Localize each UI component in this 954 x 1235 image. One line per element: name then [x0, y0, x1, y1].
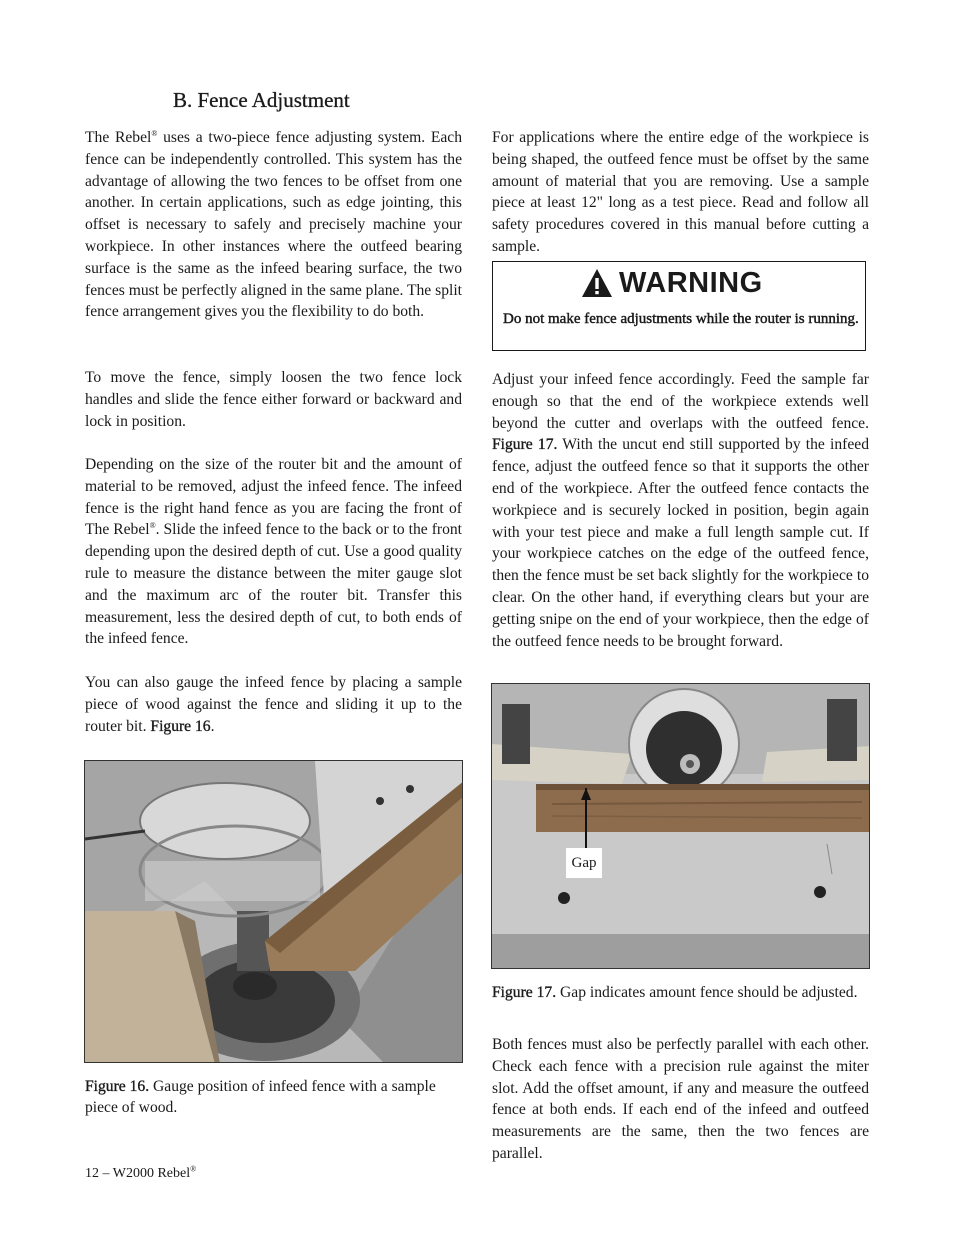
left-paragraph-1: The Rebel® uses a two-piece fence adjusting system. Each fence can be independently controlled. This system has the advantage of allowing the two fences to be offset from one another. In certain applications, such as edge jointing, this offset is necessary to safely and precisely machine your workpiece. In other instances where the outfeed bearing surface is the same as the infeed bearing surface, the two fences must be perfectly aligned in the same plane. The split fence arrangement gives you the flexibility to do both. [85, 128, 463, 321]
figure-17-photo [491, 683, 870, 969]
warning-title: WARNING [619, 267, 763, 299]
warning-text: Do not make fence adjustments while the router is running. [503, 311, 859, 327]
left-paragraph-4: You can also gauge the infeed fence by placing a sample piece of wood against the fence and sliding it up to the router bit. Figure 16. [85, 674, 462, 735]
section-heading: B. Fence Adjustment [173, 88, 350, 112]
figure-16-caption: Figure 16. Gauge position of infeed fence with a sample piece of wood. [85, 1078, 436, 1116]
figure-16-reference: Figure 16 [150, 717, 211, 735]
figure-17-caption: Figure 17. Gap indicates amount fence should be adjusted. [492, 984, 858, 1001]
warning-icon [581, 268, 613, 298]
left-paragraph-2: To move the fence, simply loosen the two fence lock handles and slide the fence either forward or backward and lock in position. [85, 369, 462, 430]
figure-17-reference: Figure 17. [492, 436, 558, 454]
page-footer: 12 – W2000 Rebel® [85, 1164, 197, 1181]
right-paragraph-2: Adjust your infeed fence accordingly. Feed the sample far enough so that the end of the workpiece extends well beyond the cutter and overlaps with the outfeed fence. Figure 17. With the uncut end still supported by the infeed fence, adjust the outfeed fence so that it supports the other end of the workpiece. After the outfeed fence contacts the workpiece and is securely locked in position, begin again with your test piece and make a full length sample cut. If your workpiece catches on the edge of the outfeed fence, then the fence must be set back slightly for the workpiece to clear. On the other hand, if everything clears but your are getting snipe on the end of your workpiece, then the edge of the outfeed fence needs to be brought forward. [492, 371, 869, 650]
gap-label: Gap [566, 848, 602, 878]
left-paragraph-3: Depending on the size of the router bit and the amount of material to be removed, adjust the infeed fence. The infeed fence is the right hand fence as you are facing the front of The Rebel®. Slide the infeed fence to the back or to the front depending upon the desired depth of cut. Use a good quality rule to measure the distance between the miter gauge slot and the maximum arc of the router bit. Transfer this measurement, less the desired depth of cut, to both ends of the infeed fence. [85, 456, 463, 648]
figure-16-photo [84, 760, 463, 1063]
right-paragraph-1: For applications where the entire edge of the workpiece is being shaped, the outfeed fence must be offset by the same amount of material that you are removing. Use a sample piece at least 12" long as a test piece. Read and follow all safety procedures covered in this manual before cutting a sample. [492, 129, 869, 255]
warning-box [492, 261, 866, 351]
right-paragraph-3: Both fences must also be perfectly parallel with each other. Check each fence with a precision rule against the miter slot. Add the offset amount, if any and measure the outfeed fence at both ends. If each end of the infeed and outfeed measurements are the same, then the two fences are parallel. [492, 1036, 869, 1162]
